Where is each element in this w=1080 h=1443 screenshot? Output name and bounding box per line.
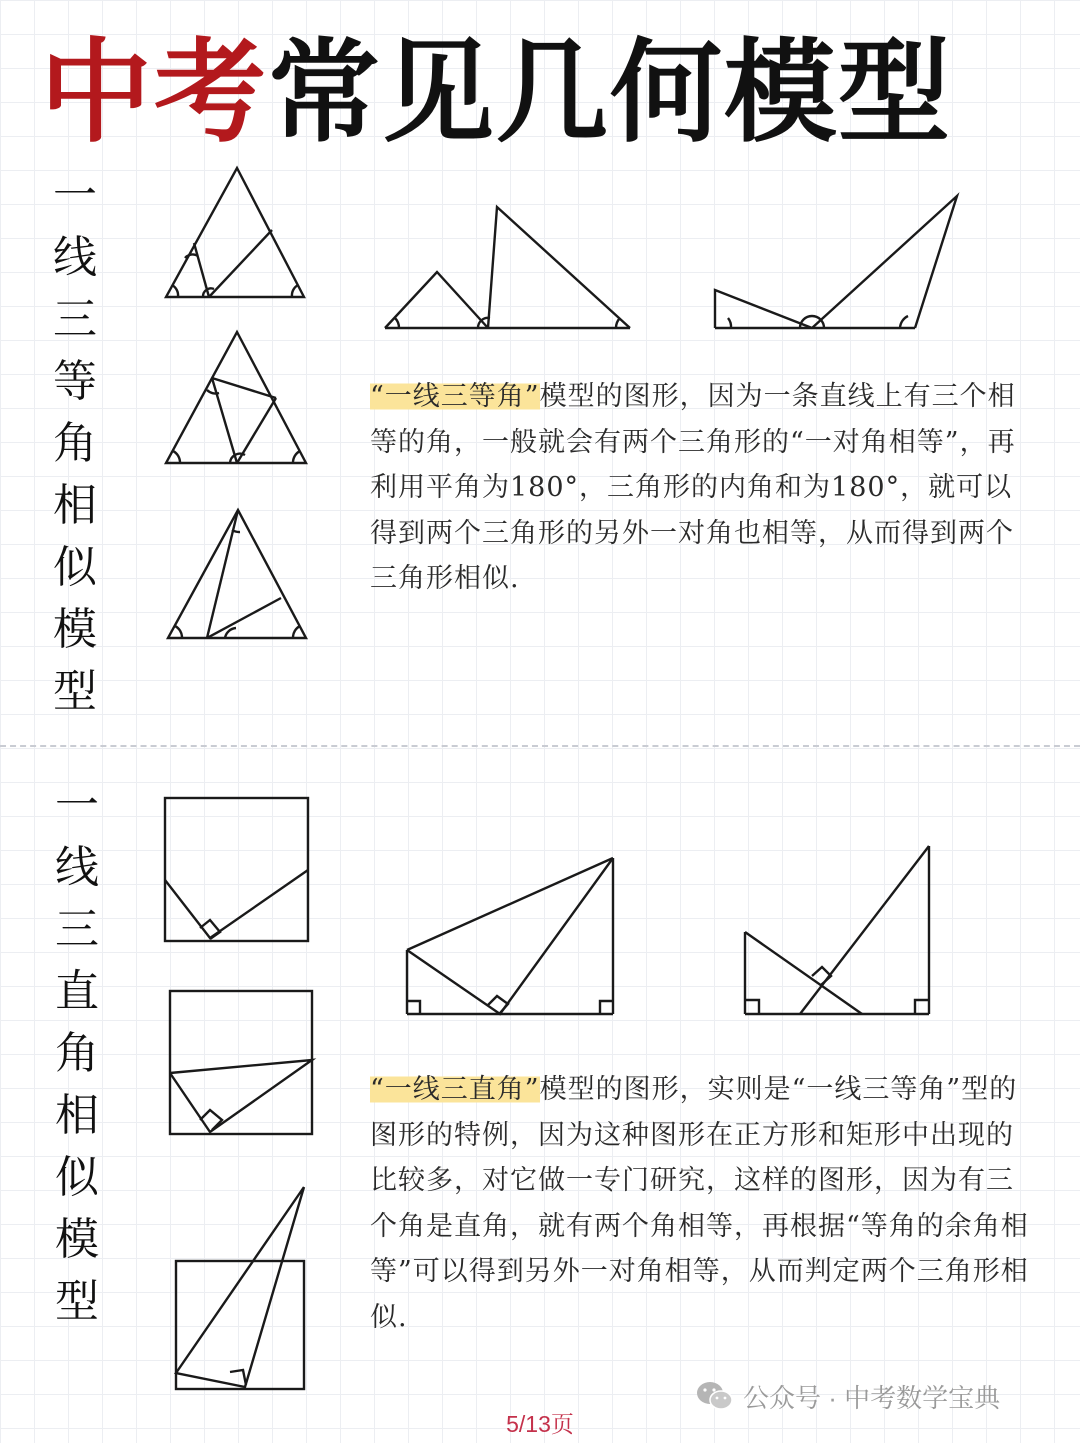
watermark [695, 1376, 1000, 1416]
figure-right-angle-square-1 [165, 798, 308, 941]
section2-highlight: “一线三直角” [370, 1074, 540, 1105]
wechat-icon [695, 1379, 735, 1413]
figure-right-angles-on-base-1 [407, 858, 613, 1014]
section-divider [0, 745, 1080, 747]
section2-description [370, 1067, 1035, 1340]
figure-right-angle-rectangle-3 [176, 1187, 304, 1389]
title-black-part: 常见几何模型 [268, 28, 952, 158]
figure-equal-angle-triangle-3 [168, 510, 306, 638]
section1-body: 模型的图形，因为一条直线上有三个相等的角，一般就会有两个三角形的“一对角相等”，再利用平角为180°，三角形的内角和为180°，就可以得到两个三角形的另外一对角也相等，从而得到两个三角形相似. [370, 381, 1016, 594]
section1-vertical-label: 一 线 三 等 角 相 似 模 型 [53, 170, 97, 717]
section2-vertical-label: 一 线 三 直 角 相 似 模 型 [55, 780, 99, 1327]
section1-description [370, 374, 1035, 602]
watermark-text: 公众号 · 中考数学宝典 [743, 1382, 1001, 1413]
section1-highlight: “一线三等角” [370, 381, 540, 412]
figure-outward-triangles-on-line [715, 196, 957, 328]
section2-body: 模型的图形，实则是“一线三等角”型的图形的特例，因为这种图形在正方形和矩形中出现的比较多，对它做一专门研究，这样的图形，因为有三个角是直角，就有两个角相等，再根据“等角的余角相等”可以得到另外一对角相等，从而判定两个三角形相似. [370, 1074, 1029, 1333]
title-red-part: 中考 [40, 28, 268, 158]
figure-two-triangles-on-line [385, 207, 630, 328]
figure-right-angles-on-base-2 [745, 846, 929, 1014]
figure-equal-angle-triangle-1 [166, 168, 304, 297]
figure-equal-angle-triangle-2 [166, 332, 306, 463]
page-indicator: 5/13页 [506, 1411, 574, 1437]
figure-right-angle-rectangle-2 [170, 991, 312, 1134]
